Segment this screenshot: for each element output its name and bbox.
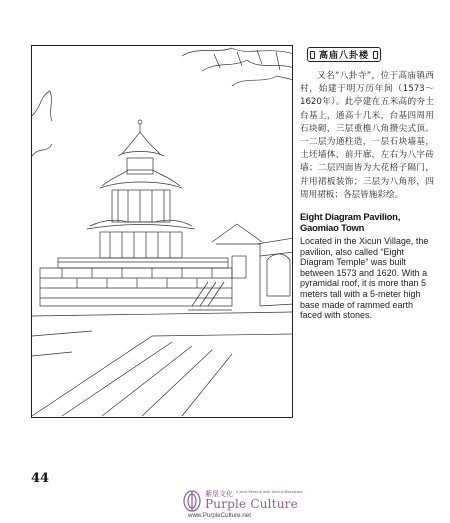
pavilion-drawing (32, 46, 293, 418)
watermark-brand-name: Purple Culture (205, 497, 298, 511)
watermark-tagline: A Joint Venture with Xinhua Bookstore (236, 490, 303, 494)
section-title-badge: 高庙八卦楼 (307, 47, 381, 62)
heading-english: Eight Diagram Pavilion, Gaomiao Town (300, 211, 401, 233)
watermark-chinese-name: 紫垦文化 (205, 490, 233, 498)
watermark-url: www.PurpleCulture.net (188, 512, 251, 519)
pavilion-illustration (31, 45, 293, 418)
description-english: Located in the Xicun Village, the pavilion, also called “Eight Diagram Temple” was built between 1573 and 1620. With a pyramidal roof, it is more than 5 meters tall with a 5-meter high base made of rammed earth faced with stones. (300, 236, 429, 321)
description-chinese: 又名“八卦寺”，位于高庙镇西村，始建于明万历年间（1573～1620年）。此亭建在五米高的夯土台基上，通高十几米，台基四周用石块砌，三层重檐八角攒尖式顶。一二层为通柱造，一层石块墙基，土坯墙体，前开廊，左右为八字砖墙；二层四面皆为大花格子隔门，并用裙板装饰；三层为八角形，四周用裙板；各层皆施彩绘。 (300, 71, 434, 200)
page-number: 44 (31, 471, 50, 486)
